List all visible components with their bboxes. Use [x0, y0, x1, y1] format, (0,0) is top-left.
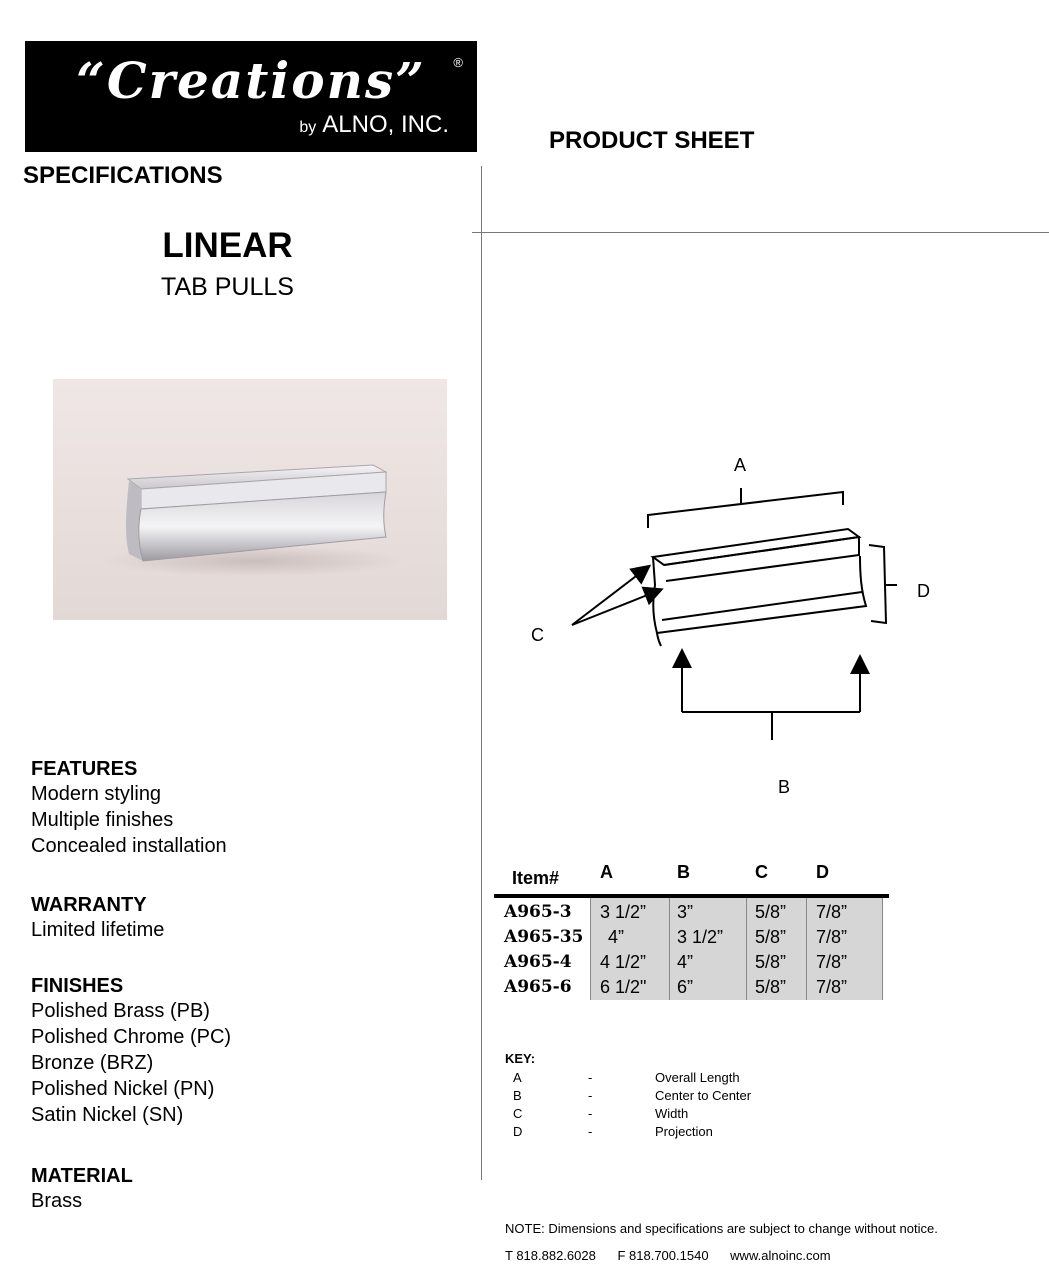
table-cell-a: 3 1/2” [600, 902, 647, 922]
key-description: Width [655, 1106, 689, 1121]
table-cell-b: 4” [677, 952, 694, 972]
warranty-item: Limited lifetime [31, 919, 165, 941]
website-link[interactable]: www.alnoinc.com [730, 1248, 831, 1263]
key-description: Projection [655, 1124, 713, 1139]
specifications-heading: SPECIFICATIONS [23, 162, 223, 189]
tab-pull-image [53, 379, 447, 620]
disclaimer-note: NOTE: Dimensions and specifications are subject to change without notice. [505, 1221, 938, 1236]
finish-item: Satin Nickel (SN) [31, 1104, 184, 1126]
header-b: B [677, 862, 690, 882]
key-letter: A [513, 1070, 522, 1085]
key-description: Center to Center [655, 1088, 752, 1103]
table-cell-b: 3” [677, 902, 694, 922]
key-letter: D [513, 1124, 523, 1139]
product-type: TAB PULLS [161, 273, 294, 301]
features-section [31, 758, 227, 858]
material-heading: MATERIAL [31, 1165, 133, 1187]
vertical-divider [481, 166, 482, 1180]
product-photo [53, 379, 447, 620]
dim-label-c: C [531, 625, 544, 645]
key-description: Overall Length [655, 1070, 740, 1085]
logo-script-text: “Creations” [76, 51, 426, 110]
table-cell-b: 6” [677, 977, 694, 997]
dimension-drawing [520, 440, 1000, 810]
key-letter: B [513, 1088, 522, 1103]
table-cell-a: 4 1/2” [600, 952, 647, 972]
warranty-section [31, 894, 164, 942]
key-dash: - [588, 1088, 593, 1103]
table-cell-d: 7/8” [816, 902, 848, 922]
finish-item: Polished Nickel (PN) [31, 1078, 215, 1100]
dim-label-b: B [778, 777, 791, 797]
brand-logo [25, 41, 477, 152]
column-divider [882, 898, 883, 1000]
material-section [31, 1165, 133, 1213]
dim-label-a: A [734, 455, 747, 475]
table-cell-item: A965-35 [504, 927, 584, 947]
material-item: Brass [31, 1190, 83, 1212]
product-sheet-heading: PRODUCT SHEET [549, 127, 755, 154]
table-cell-c: 5/8” [755, 952, 787, 972]
horizontal-divider [472, 232, 1049, 233]
dimension-diagram [520, 440, 1000, 810]
finishes-section [31, 975, 231, 1127]
feature-item: Multiple finishes [31, 809, 174, 831]
table-cell-a: 4” [608, 927, 625, 947]
table-cell-c: 5/8” [755, 927, 787, 947]
table-cell-c: 5/8” [755, 977, 787, 997]
features-heading: FEATURES [31, 758, 138, 780]
column-divider [590, 898, 591, 1000]
table-cell-b: 3 1/2” [677, 927, 724, 947]
logo-company-name: ALNO, INC. [322, 111, 449, 138]
key-dash: - [588, 1124, 593, 1139]
contact-line [505, 1248, 849, 1263]
registered-mark: ® [453, 55, 463, 70]
product-name: LINEAR [162, 226, 293, 265]
phone-number: T 818.882.6028 [505, 1248, 596, 1263]
table-cell-item: A965-3 [504, 902, 572, 922]
table-cell-a: 6 1/2" [600, 977, 647, 997]
finish-item: Polished Chrome (PC) [31, 1026, 232, 1048]
table-cell-item: A965-4 [504, 952, 572, 972]
key-dash: - [588, 1070, 593, 1085]
table-cell-d: 7/8” [816, 977, 848, 997]
fax-number: F 818.700.1540 [617, 1248, 709, 1263]
header-d: D [816, 862, 829, 882]
header-a: A [600, 862, 613, 882]
table-cell-c: 5/8” [755, 902, 787, 922]
finishes-heading: FINISHES [31, 975, 124, 997]
key-dash: - [588, 1106, 593, 1121]
key-letter: C [513, 1106, 523, 1121]
key-heading: KEY: [505, 1051, 536, 1066]
logo-by: by [299, 119, 317, 136]
header-c: C [755, 862, 768, 882]
feature-item: Modern styling [31, 783, 162, 805]
warranty-heading: WARRANTY [31, 894, 147, 916]
dim-label-d: D [917, 581, 930, 601]
column-divider [746, 898, 747, 1000]
column-divider [806, 898, 807, 1000]
finish-item: Polished Brass (PB) [31, 1000, 210, 1022]
column-divider [669, 898, 670, 1000]
table-cell-d: 7/8” [816, 927, 848, 947]
table-cell-item: A965-6 [504, 977, 572, 997]
finish-item: Bronze (BRZ) [31, 1052, 154, 1074]
logo-company [299, 111, 449, 139]
table-cell-d: 7/8” [816, 952, 848, 972]
feature-item: Concealed installation [31, 835, 227, 857]
header-item: Item# [512, 868, 560, 888]
